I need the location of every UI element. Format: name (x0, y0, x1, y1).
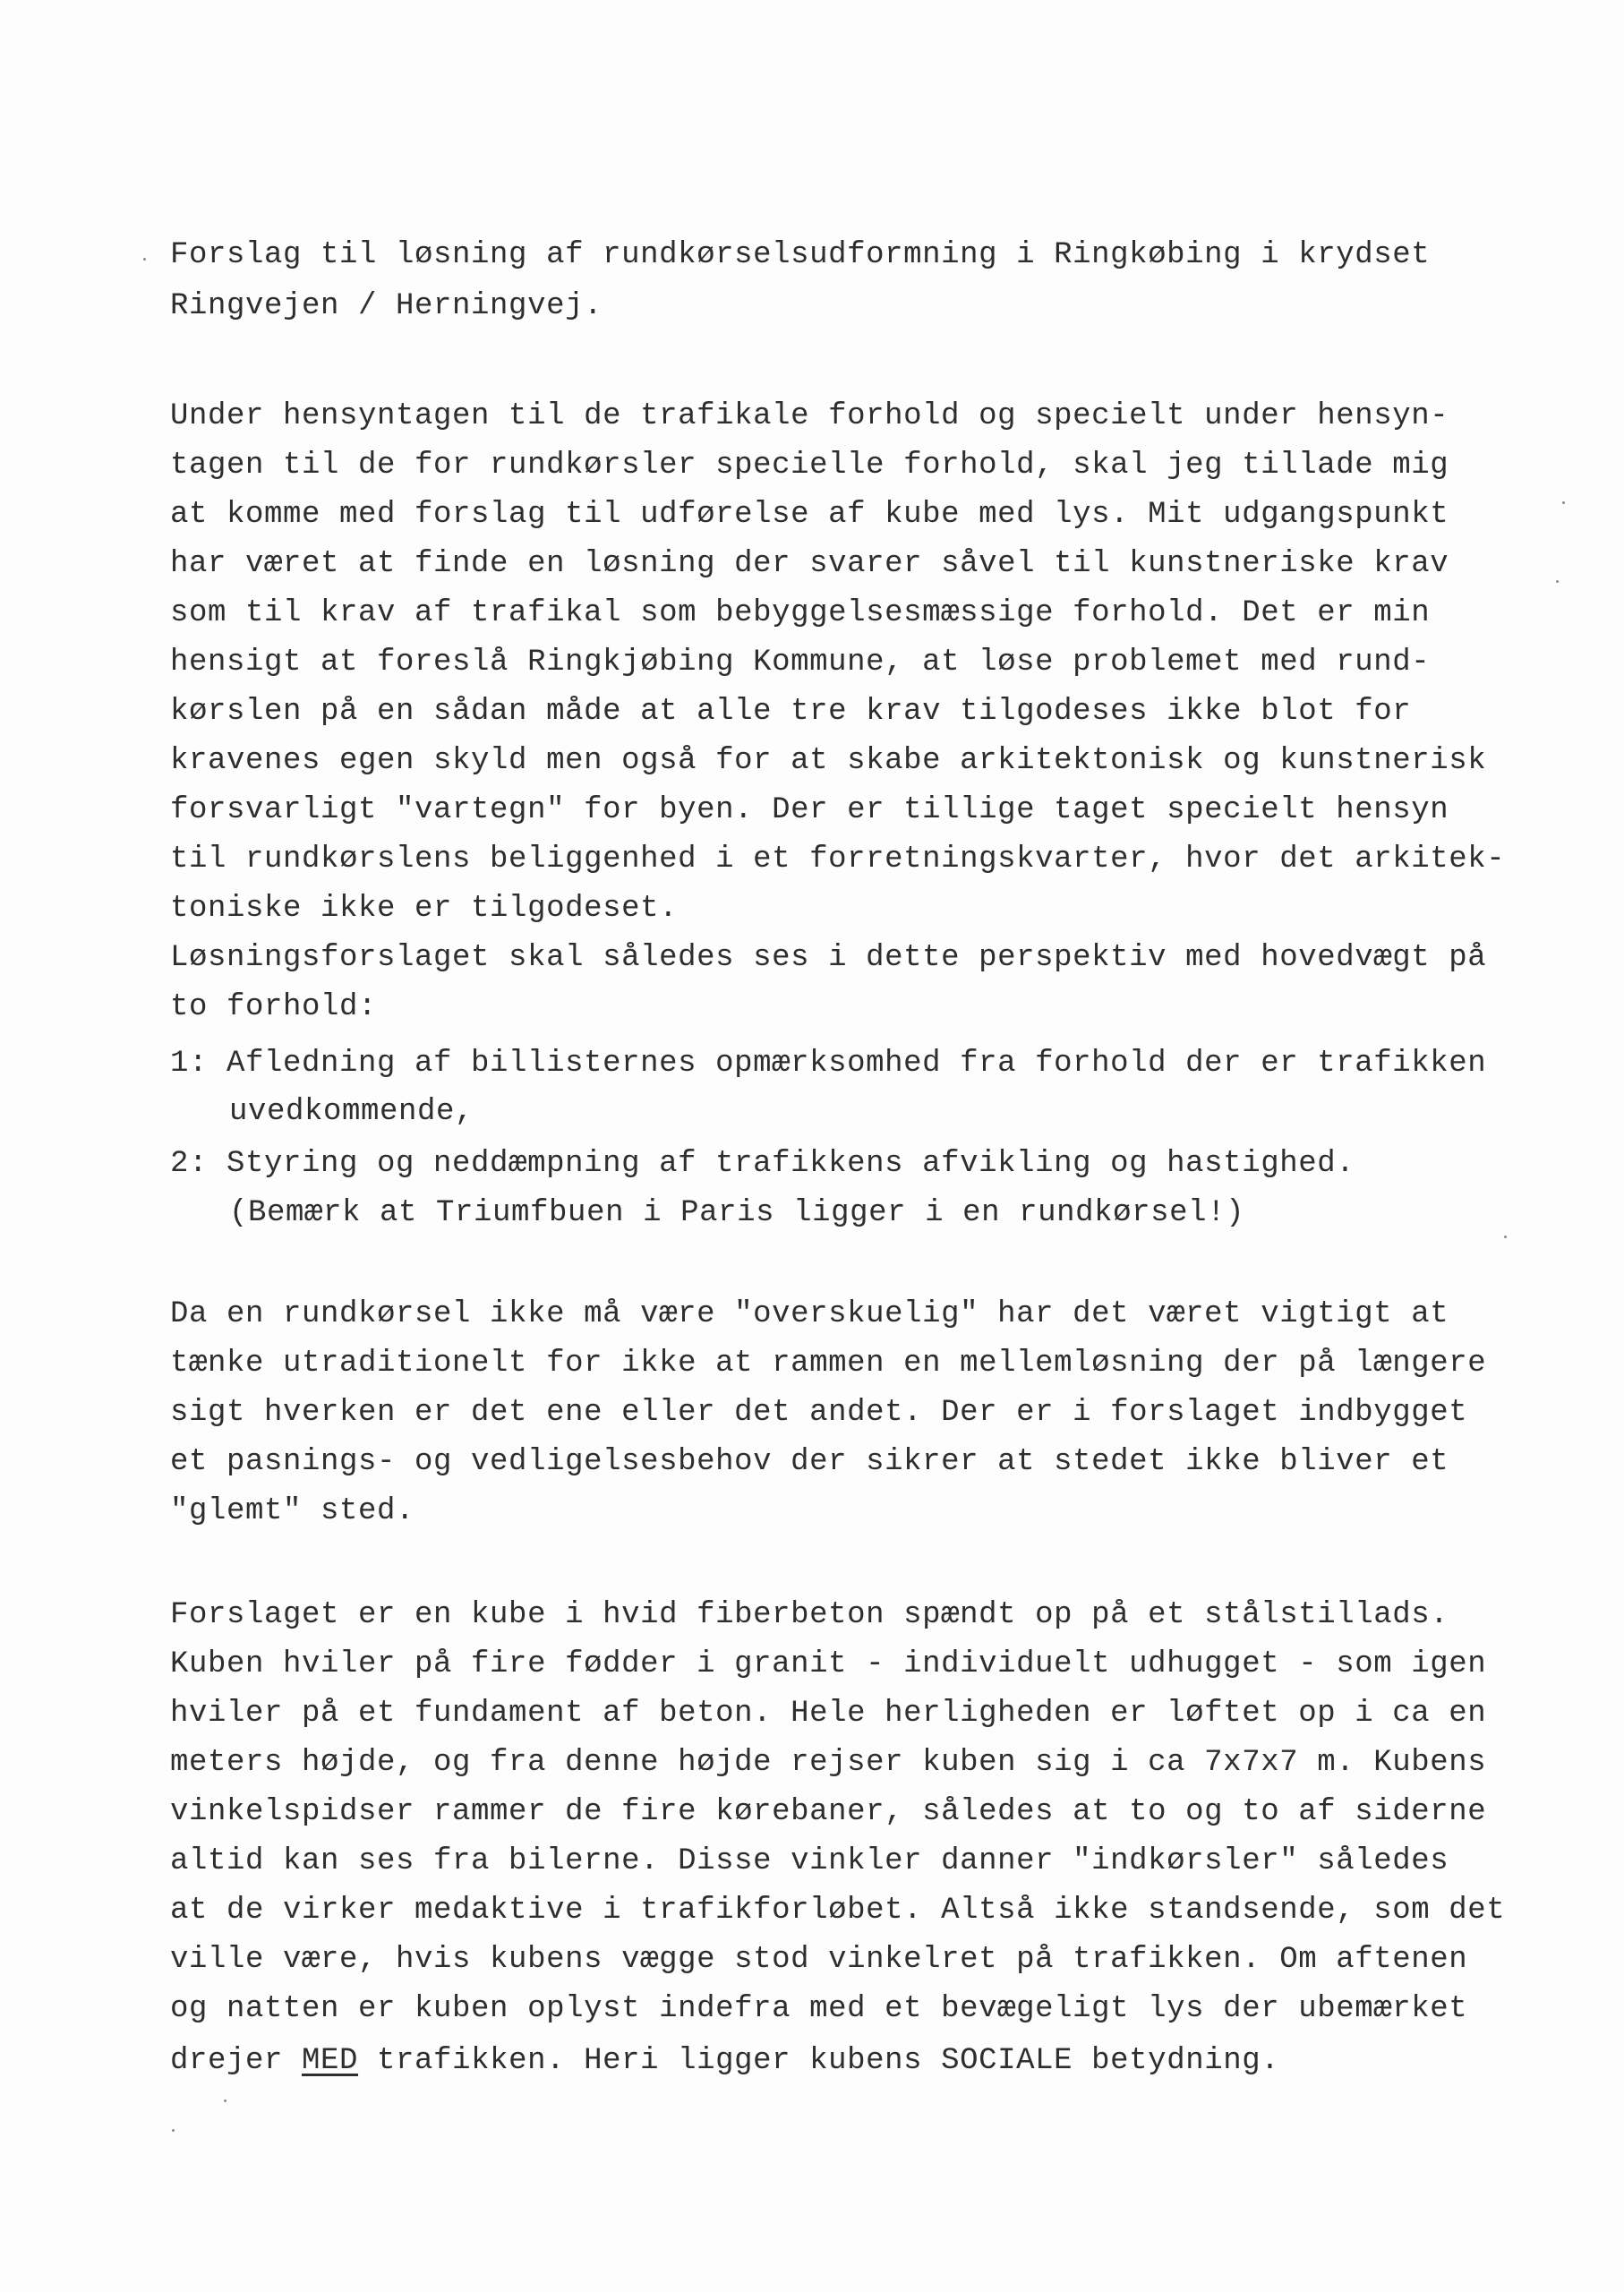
paragraph-3-line: meters højde, og fra denne højde rejser kuben sig i ca 7x7x7 m. Kubens (170, 1746, 1487, 1780)
paragraph-3-line: altid kan ses fra bilerne. Disse vinkler danner "indkørsler" således (170, 1844, 1449, 1878)
list-item-2-note: (Bemærk at Triumfbuen i Paris ligger i en rundkørsel!) (229, 1196, 1245, 1230)
list-item-1: 1: Afledning af billisternes opmærksomhed fra forhold der er trafikken (170, 1047, 1487, 1081)
paragraph-1-line: som til krav af trafikal som bebyggelsesmæssige forhold. Det er min (170, 596, 1431, 630)
paragraph-1-line: Under hensyntagen til de trafikale forhold og specielt under hensyn- (170, 399, 1449, 433)
last-line-before: drejer (170, 2044, 303, 2078)
paragraph-1-line: kørslen på en sådan måde at alle tre krav tilgodeses ikke blot for (170, 695, 1412, 729)
paragraph-3-line: Forslaget er en kube i hvid fiberbeton spændt op på et stålstillads. (170, 1598, 1449, 1632)
paragraph-3-line: Kuben hviler på fire fødder i granit - individuelt udhugget - som igen (170, 1647, 1487, 1681)
paragraph-2-line: sigt hverken er det ene eller det andet. Der er i forslaget indbygget (170, 1396, 1468, 1430)
list-item-2: 2: Styring og neddæmpning af trafikkens afvikling og hastighed. (170, 1147, 1355, 1181)
last-line-after: trafikken. Heri ligger kubens SOCIALE betydning. (358, 2044, 1280, 2078)
paragraph-3-last-line (170, 2043, 1279, 2079)
paragraph-3-line: vinkelspidser rammer de fire kørebaner, således at to og to af siderne (170, 1795, 1487, 1829)
scan-speck (224, 2100, 227, 2102)
paragraph-1-line: toniske ikke er tilgodeset. (170, 892, 679, 926)
scan-speck (172, 2129, 175, 2132)
list-item-1-continuation: uvedkommende, (229, 1095, 474, 1129)
paragraph-1-line: at komme med forslag til udførelse af kube med lys. Mit udgangspunkt (170, 498, 1449, 532)
paragraph-1-line: tagen til de for rundkørsler specielle forhold, skal jeg tillade mig (170, 449, 1449, 483)
scan-speck (1504, 1236, 1507, 1238)
paragraph-2-line: Da en rundkørsel ikke må være "overskuelig" har det været vigtigt at (170, 1297, 1449, 1331)
scan-speck (1562, 501, 1565, 504)
title-line-2: Ringvejen / Herningvej. (170, 289, 603, 323)
paragraph-3-line: og natten er kuben oplyst indefra med et bevægeligt lys der ubemærket (170, 1992, 1468, 2026)
emphasis-med: MED (302, 2044, 359, 2078)
title-line-1: Forslag til løsning af rundkørselsudformning i Ringkøbing i krydset (170, 238, 1431, 272)
paragraph-2-line: et pasnings- og vedligelsesbehov der sikrer at stedet ikke bliver et (170, 1445, 1449, 1479)
paragraph-1-line: kravenes egen skyld men også for at skabe arkitektonisk og kunstnerisk (170, 744, 1487, 778)
paragraph-1-line: har været at finde en løsning der svarer såvel til kunstneriske krav (170, 547, 1449, 581)
paragraph-3-line: ville være, hvis kubens vægge stod vinkelret på trafikken. Om aftenen (170, 1943, 1468, 1977)
paragraph-2-line: tænke utraditionelt for ikke at rammen en mellemløsning der på længere (170, 1347, 1487, 1381)
paragraph-1-line: forsvarligt "vartegn" for byen. Der er tillige taget specielt hensyn (170, 793, 1449, 827)
paragraph-2-line: "glemt" sted. (170, 1494, 415, 1528)
paragraph-3-line: at de virker medaktive i trafikforløbet. Altså ikke standsende, som det (170, 1894, 1506, 1928)
paragraph-1-line: til rundkørslens beliggenhed i et forretningskvarter, hvor det arkitek- (170, 842, 1506, 877)
scan-speck (143, 258, 146, 261)
scan-speck (1556, 580, 1559, 583)
paragraph-3-line: hviler på et fundament af beton. Hele herligheden er løftet op i ca en (170, 1697, 1487, 1731)
paragraph-1-line: to forhold: (170, 990, 378, 1024)
paragraph-1-line: hensigt at foreslå Ringkjøbing Kommune, at løse problemet med rund- (170, 646, 1431, 680)
paragraph-1-line: Løsningsforslaget skal således ses i dette perspektiv med hovedvægt på (170, 941, 1487, 975)
